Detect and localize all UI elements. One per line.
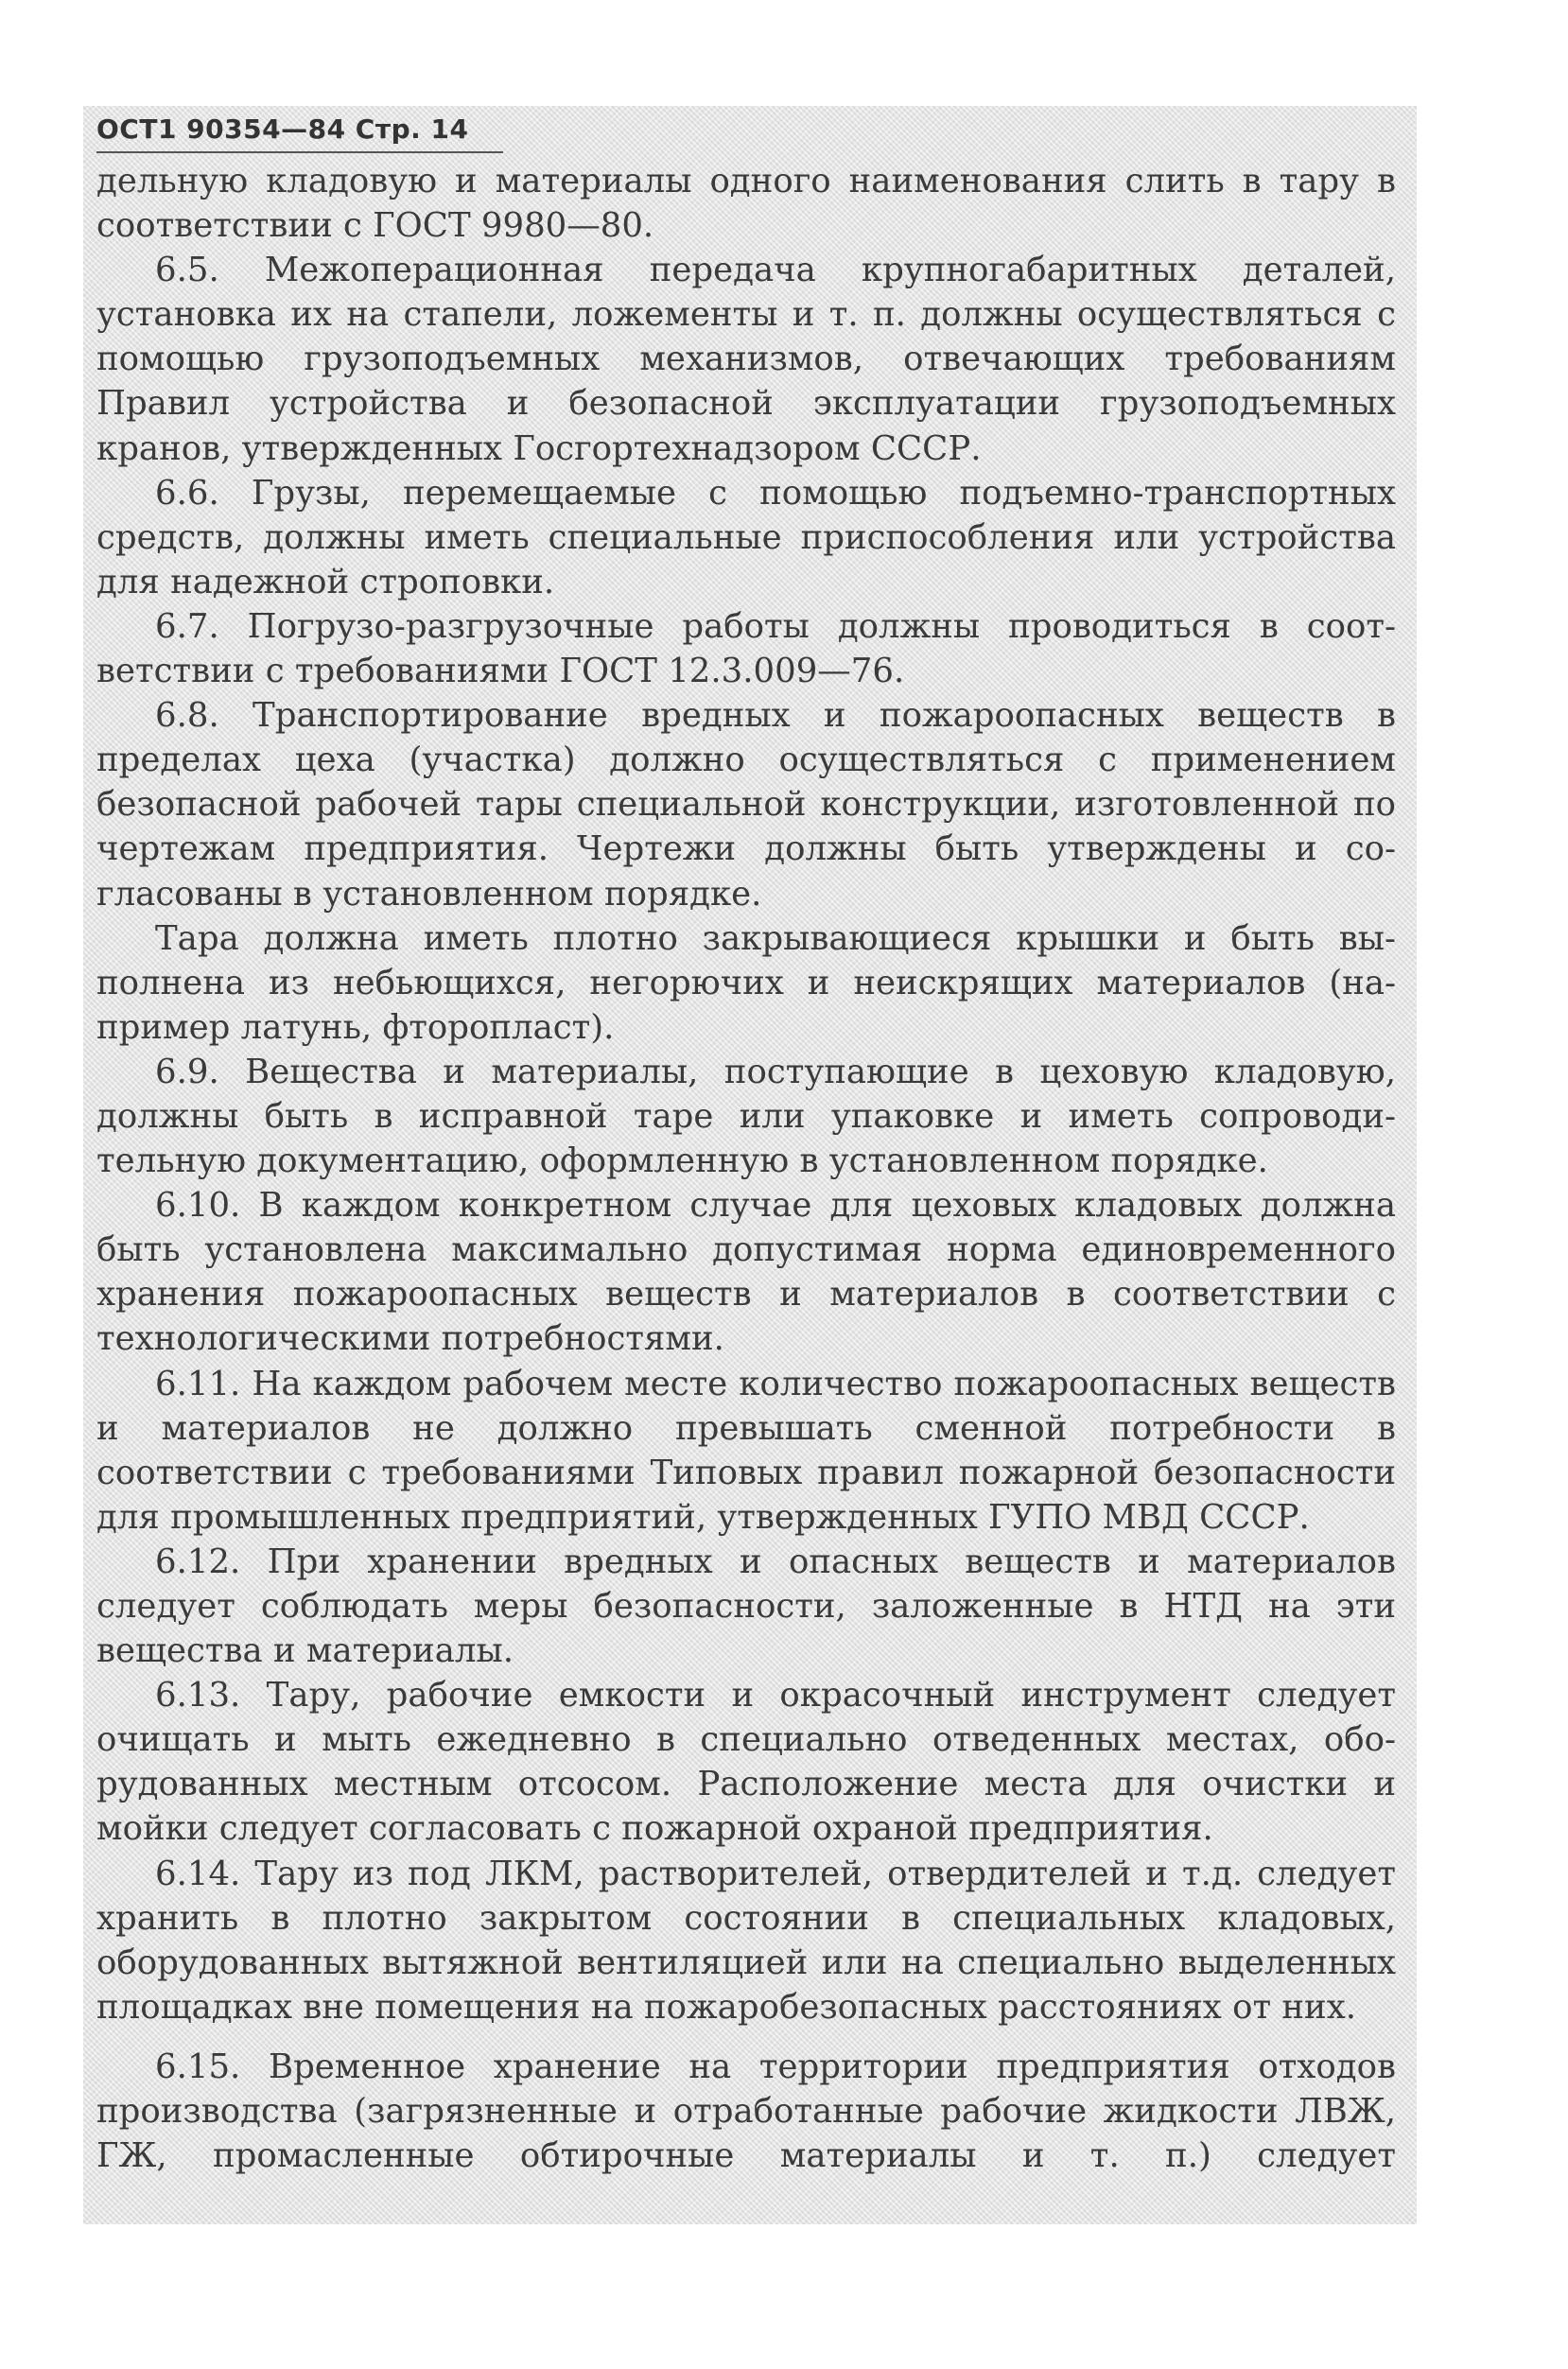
paragraph-6-12: 6.12. При хранении вредных и опасных веществ и материалов следует соблюдать меры безопасности, заложенные в НТД на эти вещества и материалы. (96, 1542, 1396, 1671)
paragraph-6-14: 6.14. Тару из под ЛКМ, растворителей, отвердителей и т.д. следует хранить в плотно закрытом состоянии в специальных кладовых, оборудованных вытяжной вентиляцией или на специально выделенных площадках вне помещения на пожаробезопасных расстояниях от них. (96, 1854, 1396, 2027)
paragraph-6-13: 6.13. Тару, рабочие емкости и окрасочный инструмент следует очищать и мыть ежедневно в специально отведенных местах, оборудованных местным отсосом. Расположение места для очистки и мойки следует согласовать с пожарной охраной предприятия. (96, 1676, 1396, 1849)
paragraph-6-15: 6.15. Временное хранение на территории предприятия отходов производства (загрязненные и отработанные рабочие жидкости ЛВЖ, ГЖ, промасленные обтирочные материалы и т. п.) следует (96, 2047, 1396, 2176)
paragraph-6-7: 6.7. Погрузо-разгрузочные работы должны проводиться в соответствии с требованиями ГОСТ 12.3.009—76. (96, 606, 1396, 691)
paragraph-6-11: 6.11. На каждом рабочем месте количество пожароопасных веществ и материалов не должно превышать сменной потребности в соответствии с требованиями Типовых правил пожарной безопасности для промышленных предприятий, утвержденных ГУПО МВД СССР. (96, 1364, 1396, 1537)
paragraph-6-10: 6.10. В каждом конкретном случае для цеховых кладовых должна быть установлена максимально допустимая норма единовременного хранения пожароопасных веществ и материалов в соответствии с технологическими потребностями. (96, 1186, 1396, 1359)
paragraph-6-8: 6.8. Транспортирование вредных и пожароопасных веществ в пределах цеха (участка) должно осуществляться с применением безопасной рабочей тары специальной конструкции, изготовленной по чертежам предприятия. Чертежи должны быть утверждены и согласованы в установленном порядке. (96, 696, 1396, 914)
paragraph-6-6: 6.6. Грузы, перемещаемые с помощью подъемно-транспортных средств, должны иметь специальные приспособления или устройства для надежной строповки. (96, 473, 1396, 601)
paragraph-continuation: дельную кладовую и материалы одного наименования слить в тару в соответствии с ГОСТ 9980—80. (96, 162, 1396, 246)
header-underline (96, 151, 503, 153)
page-header: ОСТ1 90354—84 Стр. 14 (96, 113, 469, 145)
document-body (96, 159, 1396, 2178)
paragraph-6-8-container-note: Тара должна иметь плотно закрывающиеся крышки и быть выполнена из небьющихся, негорючих и неискрящих материалов (например латунь, фторопласт). (96, 918, 1396, 1047)
paragraph-6-5: 6.5. Межоперационная передача крупногабаритных деталей, установка их на стапели, ложементы и т. п. должны осуществляться с помощью грузоподъемных механизмов, отвечающих требованиям Правил устройства и безопасной эксплуатации грузоподъемных кранов, утвержденных Госгортехнадзором СССР. (96, 251, 1396, 468)
paragraph-6-9: 6.9. Вещества и материалы, поступающие в цеховую кладовую, должны быть в исправной таре или упаковке и иметь сопроводительную документацию, оформленную в установленном порядке. (96, 1052, 1396, 1181)
